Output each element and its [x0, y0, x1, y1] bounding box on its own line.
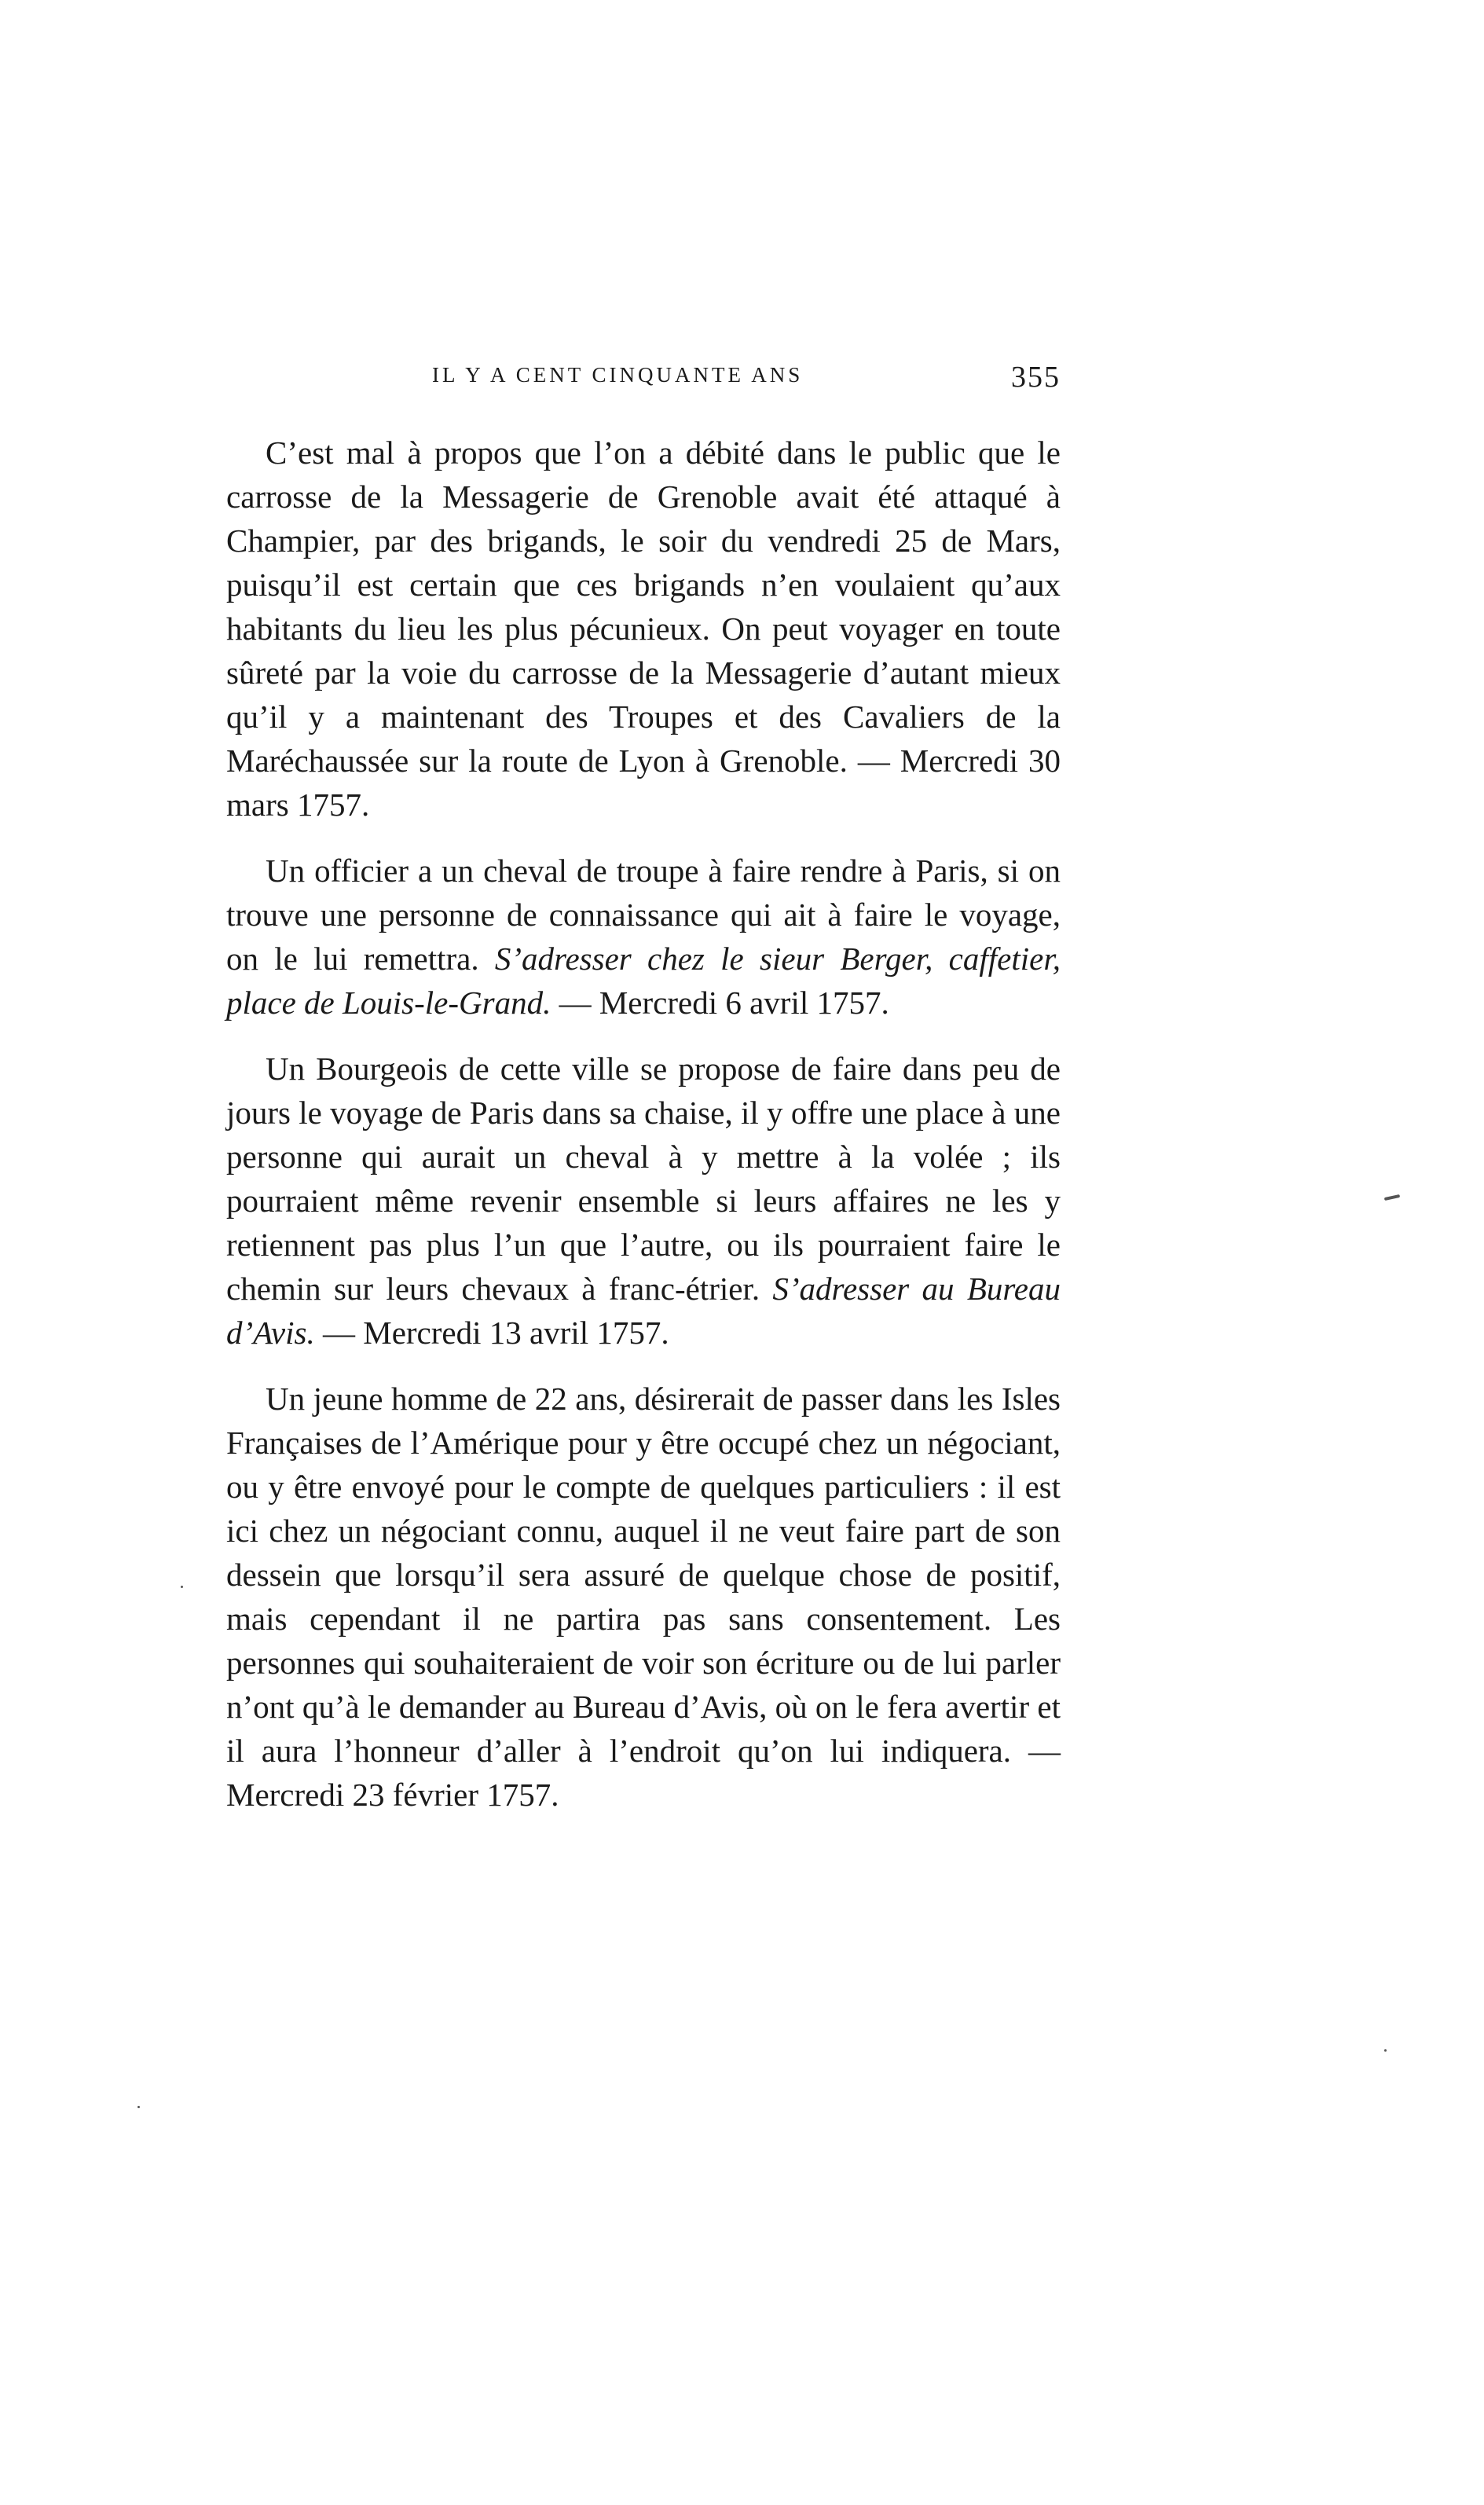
paragraph-3-address: S’adresser au Bureau d’Avis.	[226, 1271, 1061, 1351]
paragraph-3	[226, 1047, 1061, 1355]
running-head	[228, 360, 1061, 399]
paper-speck	[1384, 1194, 1400, 1201]
paper-speck	[137, 2106, 140, 2108]
body-text	[226, 431, 1061, 1839]
paragraph-3-date: — Mercredi 13 avril 1757.	[322, 1315, 669, 1351]
paragraph-2-text: Un officier a un cheval de troupe à faire rendre à Paris, si on trouve une personne de connaissance qui ait à faire le voyage, on le lui remettra.	[226, 853, 1061, 977]
paragraph-2-address: S’adresser chez le sieur Berger, caffetier, place de Louis-le-Grand.	[226, 941, 1061, 1021]
paragraph-1	[226, 431, 1061, 827]
paragraph-2	[226, 849, 1061, 1025]
paper-speck	[1384, 2049, 1387, 2052]
running-title: IL Y A CENT CINQUANTE ANS	[432, 363, 804, 387]
paper-speck	[181, 1586, 183, 1588]
paragraph-2-date: — Mercredi 6 avril 1757.	[559, 985, 889, 1021]
paragraph-3-text: Un Bourgeois de cette ville se propose de faire dans peu de jours le voyage de Paris dans sa chaise, il y offre une place à une personne qui aurait un cheval à y mettre à la volée ; ils pourraient même revenir ensemble si leurs affaires ne les y retiennent pas plus l’un que l’autre, ou ils pourraient faire le chemin sur leurs chevaux à franc-étrier.	[226, 1051, 1061, 1307]
paragraph-4-text: Un jeune homme de 22 ans, désirerait de passer dans les Isles Françaises de l’Amérique pour y être occupé chez un négociant, ou y être envoyé pour le compte de quelques particuliers : il est ici chez un négociant connu, auquel il ne veut faire part de son dessein que lorsqu’il sera assuré de quelque chose de positif, mais cependant il ne partira pas sans consentement. Les personnes qui souhaiteraient de voir son écriture ou de lui parler n’ont qu’à le demander au Bureau d’Avis, où on le fera avertir et il aura l’honneur d’aller à l’endroit qu’on lui indiquera. — Mercredi 23 février 1757.	[226, 1381, 1061, 1813]
paragraph-1-text: C’est mal à propos que l’on a débité dans le public que le carrosse de la Messagerie de Grenoble avait été attaqué à Champier, par des brigands, le soir du vendredi 25 de Mars, puisqu’il est certain que ces brigands n’en voulaient qu’aux habitants du lieu les plus pécunieux. On peut voyager en toute sûreté par la voie du carrosse de la Messagerie d’autant mieux qu’il y a maintenant des Troupes et des Cavaliers de la Maréchaussée sur la route de Lyon à Grenoble. — Mercredi 30 mars 1757.	[226, 435, 1061, 823]
page-number: 355	[1011, 361, 1061, 394]
paragraph-4	[226, 1377, 1061, 1817]
